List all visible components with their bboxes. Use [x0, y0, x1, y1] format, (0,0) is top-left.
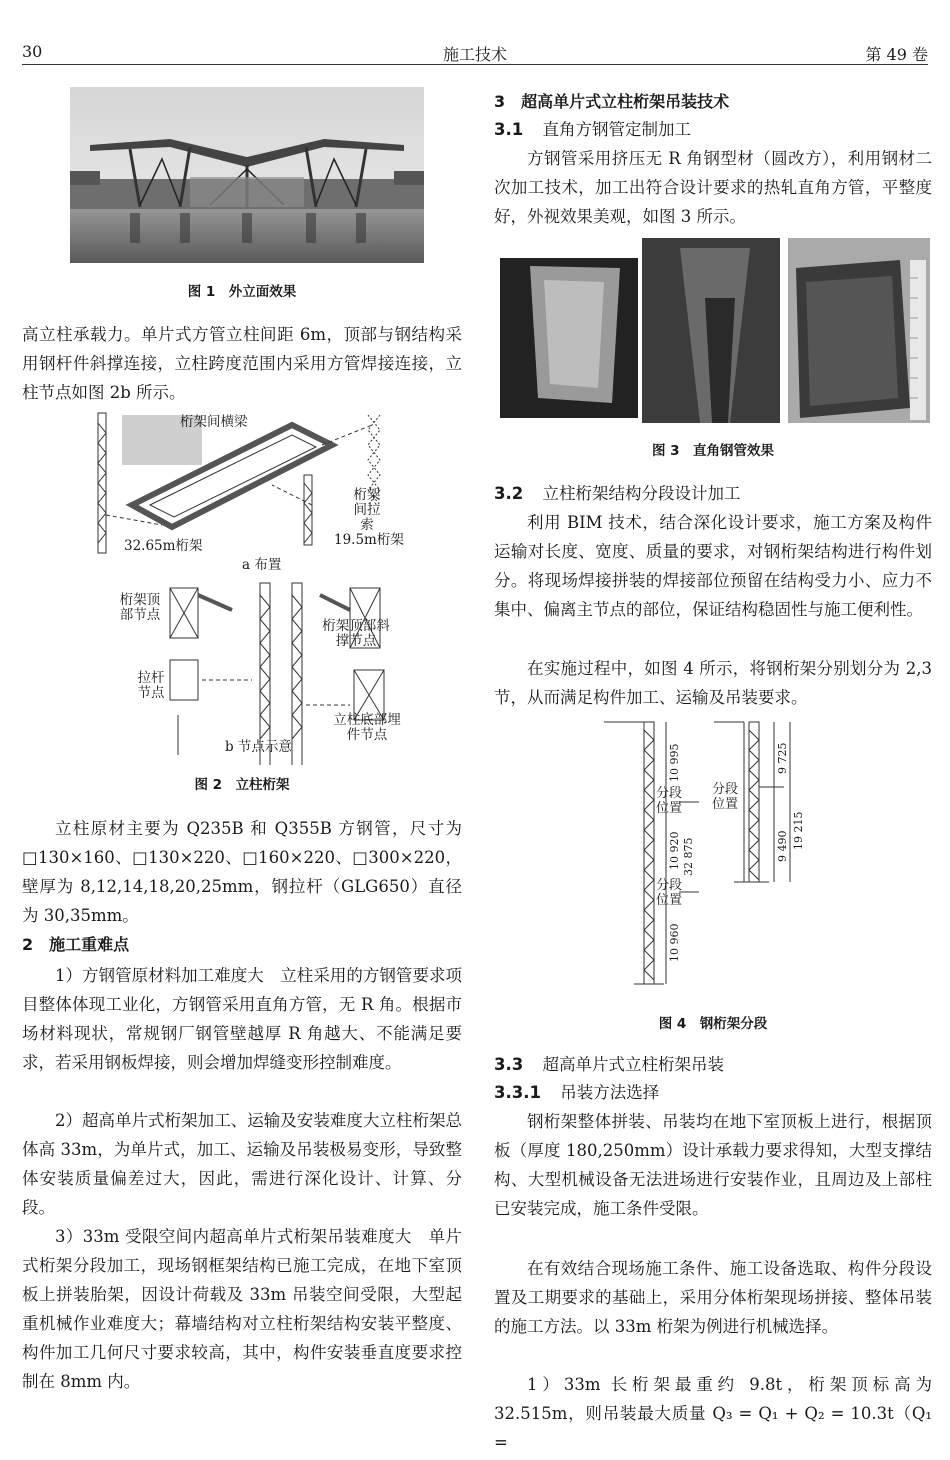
paragraph: 1）33m 长桁架最重约 9.8t，桁架顶标高为 32.515m，则吊装最大质量 Q₃ = Q₁ + Q₂ = 10.3t（Q₁ = — [494, 1375, 932, 1452]
segment-position-label: 分段位置 — [656, 878, 683, 908]
dimension-label: 9 725 — [776, 742, 789, 774]
paragraph: 利用 BIM 技术，结合深化设计要求，施工方案及构件运输对长度、宽度、质量的要求，对钢桁架结构进行构件划分。将现场焊接拼装的焊接部位预留在结构受力小、应力不集中、偏离主节点的部位，保证结构稳固性与施工便利性。 — [494, 513, 932, 619]
figure-1-photo — [70, 87, 424, 263]
subsection-number: 3.3.1 — [494, 1083, 541, 1102]
subsection-number: 3.1 — [494, 120, 524, 139]
figure-2-caption: 图 2 立柱桁架 — [194, 777, 290, 793]
section-3-heading: 3 超高单片式立柱桁架吊装技术 — [494, 92, 730, 111]
subsection-number: 3.2 — [494, 484, 524, 503]
paragraph: 在实施过程中，如图 4 所示，将钢桁架分别划分为 2,3 节，从而满足构件加工、运输及吊装要求。 — [494, 659, 932, 707]
subfigure-b-label: b 节点示意 — [225, 739, 292, 755]
paragraph: 3）33m 受限空间内超高单片式桁架吊装难度大 单片式桁架分段加工，现场钢框架结构已施工完成，在地下室顶板上拼装胎架，因设计荷载及 33m 吊装空间受限，大型起重机械作业难度大；幕墙结构对立柱桁架结构安装平整度、构件加工几何尺寸要求较高，其中，构件安装垂直度要求控制在 8mm 内。 — [22, 1227, 462, 1391]
subsection-3-1-heading — [494, 116, 691, 140]
subfigure-a-label: a 布置 — [242, 557, 282, 573]
label-19m-truss: 19.5m桁架 — [334, 532, 404, 548]
paragraph: 钢桁架整体拼装、吊装均在地下室顶板上进行，根据顶板（厚度 180,250mm）设计承载力要求得知，大型支撑结构、大型机械设备无法进场进行安装作业，且周边及上部柱已安装完成，施工条件受限。 — [494, 1112, 932, 1218]
segment-position-label: 分段位置 — [712, 782, 739, 812]
section-2-heading: 2 施工重难点 — [22, 935, 130, 954]
dimension-label: 9 490 — [776, 830, 789, 862]
dimension-label: 10 995 — [668, 743, 681, 782]
subsection-title: 立柱桁架结构分段设计加工 — [542, 484, 741, 503]
subsection-3-3-1-heading — [494, 1079, 659, 1103]
paragraph: 高立柱承载力。单片式方管立柱间距 6m，顶部与钢结构采用钢杆件斜撑连接，立柱跨度范围内采用方管焊接连接，立柱节点如图 2b 所示。 — [22, 325, 462, 402]
figure-4-segmentation — [594, 712, 854, 994]
paragraph: 立柱原材主要为 Q235B 和 Q355B 方钢管，尺寸为□130×160、□130×220、□160×220、□300×220，壁厚为 8,12,14,18,20,25mm，钢拉杆（GLG650）直径为 30,35mm。 — [22, 819, 462, 925]
journal-name: 施工技术 — [442, 45, 507, 64]
paragraph: 方钢管采用挤压无 R 角钢型材（圆改方），利用钢材二次加工技术，加工出符合设计要求的热轧直角方管，平整度好，外视效果美观，如图 3 所示。 — [494, 149, 932, 226]
dimension-label: 10 920 — [668, 831, 681, 870]
label-crossbeam: 桁架间横梁 — [180, 414, 248, 430]
label-base-node: 立柱底部埋件节点 — [333, 712, 401, 743]
dimension-label: 32 875 — [682, 837, 695, 876]
paragraph: 1）方钢管原材料加工难度大 立柱采用的方钢管要求项目整体体现工业化，方钢管采用直角方管，无 R 角。根据市场材料现状，常规钢厂钢管壁越厚 R 角越大、不能满足要求，若采用钢板焊接，则会增加焊缝变形控制难度。 — [22, 966, 462, 1072]
dimension-label: 10 960 — [668, 923, 681, 962]
page-number: 30 — [22, 42, 43, 61]
figure-3-photos — [500, 238, 930, 423]
segment-position-label: 分段位置 — [656, 786, 683, 816]
label-top-node: 桁架顶部节点 — [119, 592, 161, 623]
label-top-brace-node: 桁架顶部斜撑节点 — [322, 618, 390, 649]
running-header — [22, 38, 928, 65]
figure-4-caption: 图 4 钢桁架分段 — [658, 1016, 768, 1032]
subsection-3-3-heading — [494, 1051, 724, 1075]
paragraph: 2）超高单片式桁架加工、运输及安装难度大立柱桁架总体高 33m，为单片式，加工、运输及吊装极易变形，导致整体安装质量偏差过大，因此，需进行深化设计、计算、分段。 — [22, 1111, 462, 1217]
paragraph: 在有效结合现场施工条件、施工设备选取、构件分段设置及工期要求的基础上，采用分体桁架现场拼接、整体吊装的施工方法。以 33m 桁架为例进行机械选择。 — [494, 1259, 932, 1336]
label-cable: 桁架间拉索 — [353, 487, 381, 533]
subsection-title: 吊装方法选择 — [560, 1083, 660, 1102]
dimension-label: 19 215 — [792, 811, 805, 850]
subsection-3-2-heading — [494, 480, 740, 504]
subsection-title: 超高单片式立柱桁架吊装 — [542, 1055, 724, 1074]
figure-1-caption: 图 1 外立面效果 — [187, 284, 297, 300]
label-32m-truss: 32.65m桁架 — [124, 538, 203, 554]
figure-2-truss-diagram — [92, 405, 412, 765]
subsection-number: 3.3 — [494, 1055, 524, 1074]
subsection-title: 直角方钢管定制加工 — [542, 120, 691, 139]
figure-3-caption: 图 3 直角钢管效果 — [651, 443, 775, 459]
label-rod-node: 拉杆节点 — [137, 670, 165, 701]
volume-number: 第 49 卷 — [865, 45, 928, 64]
